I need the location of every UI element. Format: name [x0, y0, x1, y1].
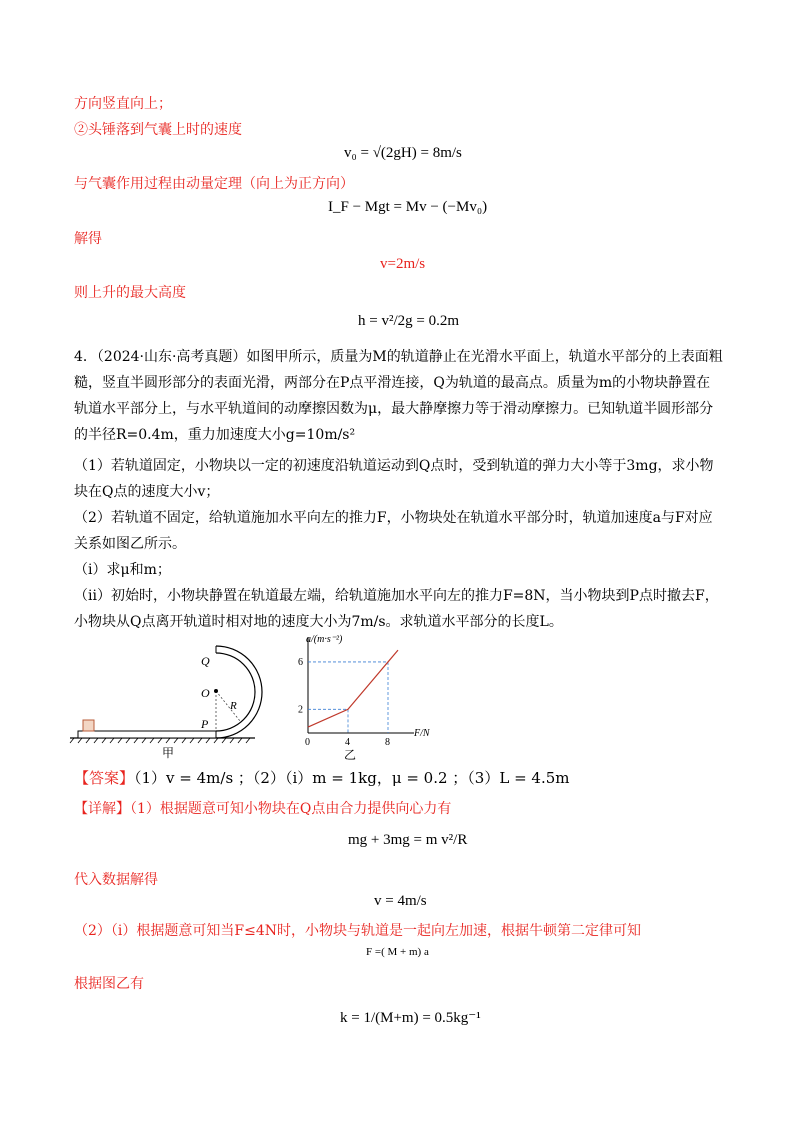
text-line: 根据图乙有	[74, 976, 144, 992]
detail-line	[74, 799, 451, 819]
caption-jia: 甲	[162, 746, 175, 760]
y-tick-label: 6	[298, 656, 303, 668]
text-line: 方向竖直向上；	[74, 96, 172, 112]
text-line: （2）（i）根据题意可知当F≤4N时，小物块与轨道是一起向左加速，根据牛顿第二定律可知	[74, 923, 641, 939]
formula-momentum: I_F − Mgt = Mv − (−Mv₀)	[328, 199, 488, 215]
label-r: R	[230, 700, 237, 712]
x-tick-label: 0	[305, 737, 310, 748]
question-2: 关系如图乙所示。	[74, 536, 186, 552]
text-line: 代入数据解得	[74, 872, 158, 888]
track-semicircle-inner	[216, 653, 255, 731]
question-1: （1）若轨道固定，小物块以一定的初速度沿轨道运动到Q点时，受到轨道的弹力大小等于3mg，求小物	[74, 458, 714, 474]
track-horizontal	[78, 731, 216, 738]
answer-line	[74, 768, 570, 788]
small-block	[83, 720, 94, 731]
a-f-chart	[290, 630, 430, 762]
formula-k: k = 1/(M+m) = 0.5kg⁻¹	[340, 1010, 481, 1026]
formula-v: v=2m/s	[380, 256, 426, 272]
question-1: 块在Q点的速度大小v；	[74, 484, 220, 500]
formula-h: h = v²/2g = 0.2m	[358, 313, 460, 329]
problem-text: 的半径R=0.4m，重力加速度大小g=10m/s²	[74, 427, 356, 443]
text-line: ②头锤落到气囊上时的速度	[74, 122, 242, 138]
formula-newton: F =( M + m) a	[366, 946, 429, 958]
text-line: 与气囊作用过程由动量定理（向上为正方向）	[74, 176, 354, 192]
problem-text: 轨道水平部分上，与水平轨道间的动摩擦因数为μ，最大静摩擦力等于滑动摩擦力。已知轨道半圆形部分	[74, 401, 714, 417]
x-tick-label: 8	[385, 737, 390, 748]
track-diagram-jia	[70, 635, 280, 760]
formula-centripetal: mg + 3mg = m v²/R	[348, 832, 468, 848]
formula-v0: v₀ = √(2gH) = 8m/s	[344, 145, 462, 161]
question-2: （2）若轨道不固定，给轨道施加水平向左的推力F，小物块处在轨道水平部分时，轨道加速度a与F对应	[74, 510, 713, 526]
text-line: 则上升的最大高度	[74, 285, 186, 301]
y-axis-label: a/(m·s⁻²)	[306, 634, 343, 645]
question-2ii: （ii）初始时，小物块静置在轨道最左端，给轨道施加水平向左的推力F=8N，当小物块到P点时撤去F，	[74, 588, 719, 604]
center-point-o	[214, 689, 218, 693]
x-axis-label: F/N	[414, 728, 430, 739]
y-tick-label: 2	[298, 704, 303, 716]
ground-hatch	[70, 738, 250, 743]
detail-tag: 【详解】	[74, 801, 130, 817]
answer-text: （1）v = 4m/s ；（2）（i）m = 1kg，μ = 0.2 ；（3）L = 4.5m	[134, 769, 570, 787]
answer-tag: 【答案】	[74, 769, 135, 787]
label-o: O	[201, 686, 210, 700]
x-tick-label: 4	[345, 737, 350, 748]
question-2i: （i）求μ和m；	[74, 562, 171, 578]
question-2ii: 小物块从Q点离开轨道时相对地的速度大小为7m/s。求轨道水平部分的长度L。	[74, 614, 563, 630]
detail-text: （1）根据题意可知小物块在Q点由合力提供向心力有	[130, 801, 452, 817]
problem-text: 4．（2024·山东·高考真题）如图甲所示，质量为M的轨道静止在光滑水平面上，轨道水平部分的上表面粗	[74, 349, 723, 365]
text-line: 解得	[74, 231, 102, 247]
label-p: P	[201, 717, 209, 731]
caption-yi: 乙	[344, 748, 357, 762]
formula-v-result: v = 4m/s	[374, 893, 427, 909]
label-q: Q	[201, 654, 210, 668]
problem-text: 糙，竖直半圆形部分的表面光滑，两部分在P点平滑连接，Q为轨道的最高点。质量为m的小物块静置在	[74, 375, 711, 391]
